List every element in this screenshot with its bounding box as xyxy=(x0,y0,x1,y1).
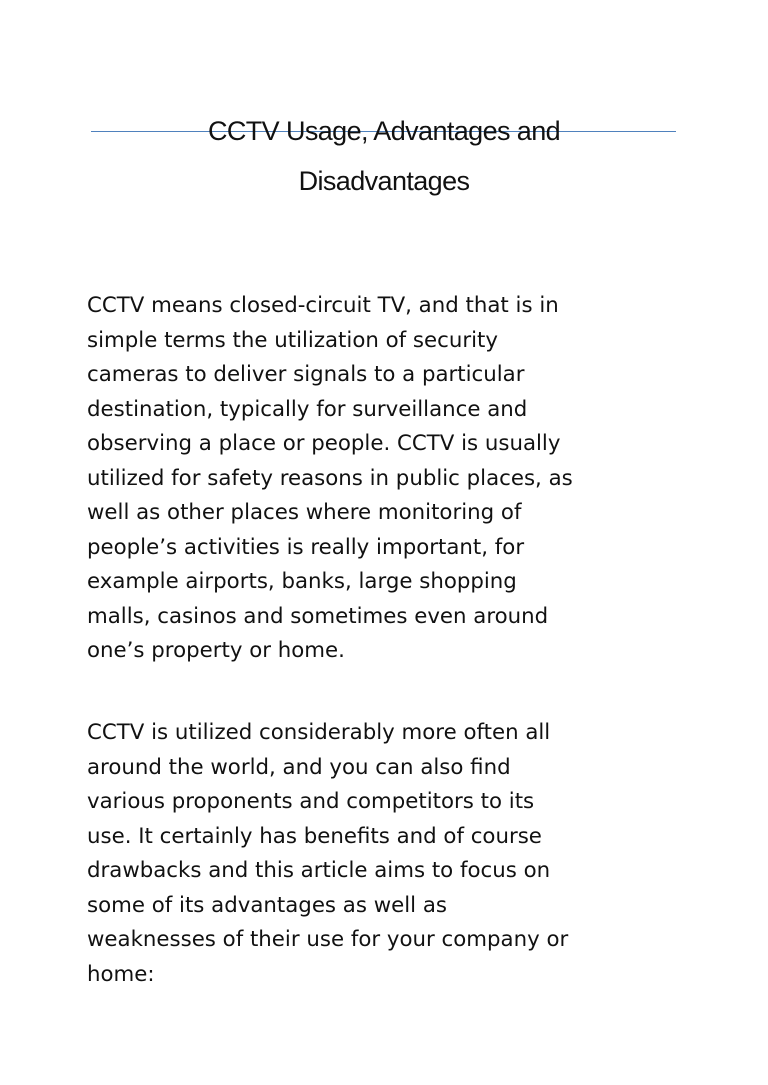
text-line: utilized for safety reasons in public places, as xyxy=(87,465,573,491)
text-line: people’s activities is really important, for xyxy=(87,534,525,560)
text-line: observing a place or people. CCTV is usually xyxy=(87,431,561,456)
text-line: drawbacks and this article aims to focus on xyxy=(87,858,551,883)
text-line: one’s property or home. xyxy=(87,638,345,663)
text-line: example airports, banks, large shopping xyxy=(87,569,517,594)
text-line: well as other places where monitoring of xyxy=(87,500,522,525)
text-line: destination, typically for surveillance and xyxy=(87,396,528,422)
text-line: CCTV is utilized considerably more often all xyxy=(87,720,551,745)
text-line: simple terms the utilization of security xyxy=(87,327,498,353)
title-line: CCTV Usage, Advantages and xyxy=(207,116,561,146)
text-line: around the world, and you can also find xyxy=(87,754,511,780)
text-line: various proponents and competitors to its xyxy=(87,789,535,814)
text-line: cameras to deliver signals to a particular xyxy=(87,362,525,387)
document-title xyxy=(0,106,768,206)
text-line: CCTV means closed-circuit TV, and that is in xyxy=(87,293,559,318)
text-line: use. It certainly has benefits and of course xyxy=(87,823,542,849)
paragraph-usage xyxy=(87,716,687,992)
text-line: home: xyxy=(87,961,155,987)
paragraph-intro xyxy=(87,289,687,669)
title-line: Disadvantages xyxy=(298,166,470,196)
text-line: weaknesses of their use for your company or xyxy=(87,927,569,952)
text-line: malls, casinos and sometimes even around xyxy=(87,603,549,629)
text-line: some of its advantages as well as xyxy=(87,892,447,918)
